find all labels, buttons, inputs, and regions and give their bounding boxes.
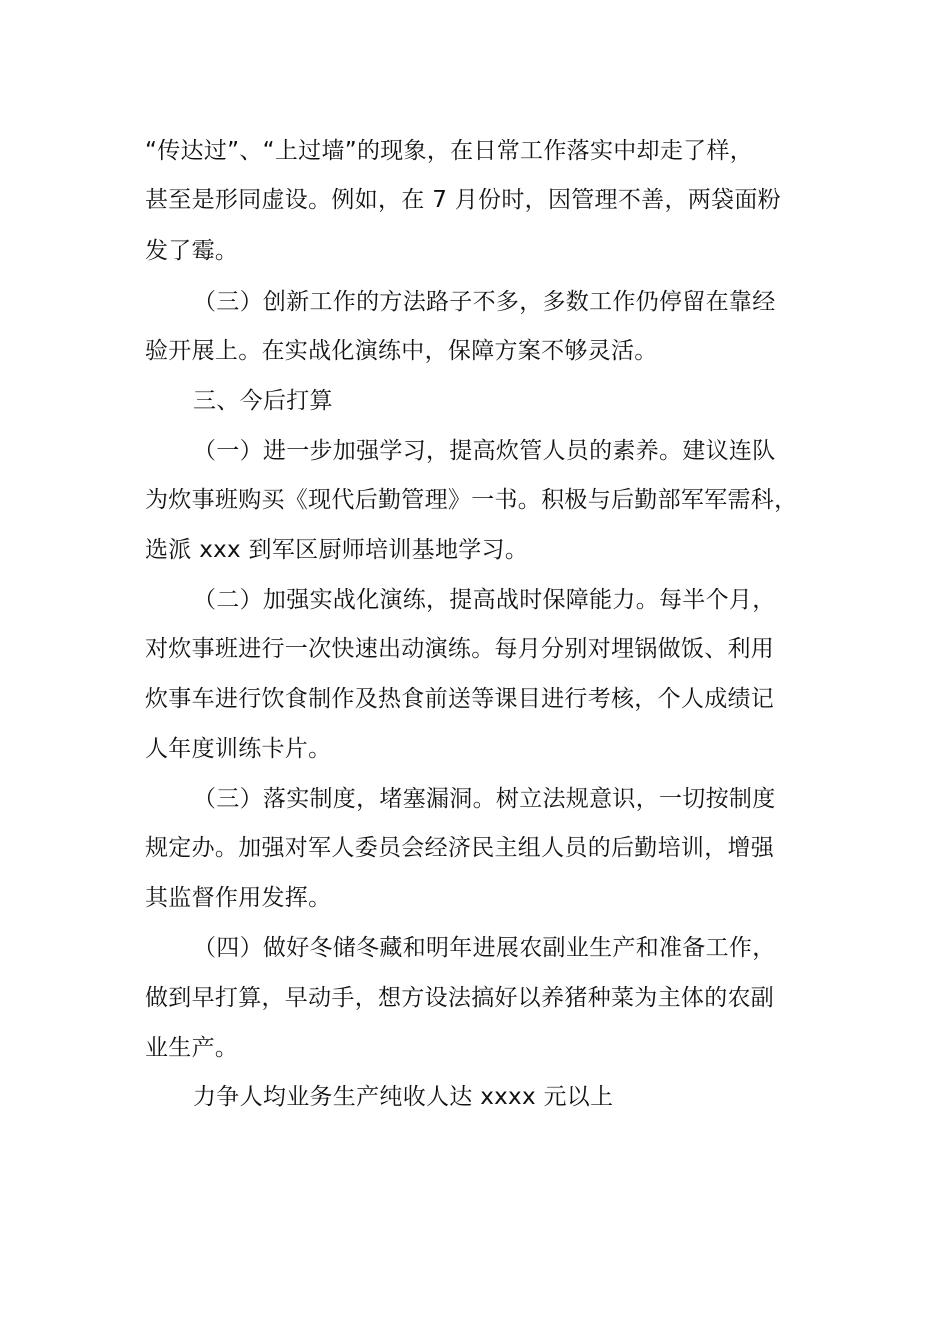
text-line: 炊事车进行饮食制作及热食前送等课目进行考核，个人成绩记 [145, 686, 775, 712]
section-heading: 三、今后打算 [193, 388, 333, 414]
text-line: 做到早打算，早动手，想方设法搞好以养猪种菜为主体的农副 [145, 985, 775, 1011]
text-line: 甚至是形同虚设。例如，在 7 月份时，因管理不善，两袋面粉 [145, 187, 781, 213]
text-line: （四）做好冬储冬藏和明年进展农副业生产和准备工作， [193, 935, 776, 961]
text-line: “传达过”、“上过墙”的现象，在日常工作落实中却走了样， [145, 138, 754, 164]
text-line: 规定办。加强对军人委员会经济民主组人员的后勤培训，增强 [145, 835, 775, 861]
text-line: 验开展上。在实战化演练中，保障方案不够灵活。 [145, 338, 658, 364]
text-line: 力争人均业务生产纯收人达 xxxx 元以上 [193, 1084, 614, 1110]
text-line: 对炊事班进行一次快速出动演练。每月分别对埋锅做饭、利用 [145, 636, 775, 662]
text-line: 业生产。 [145, 1035, 239, 1061]
text-line: （三）落实制度，堵塞漏洞。树立法规意识，一切按制度 [193, 786, 776, 812]
text-line: 人年度训练卡片。 [145, 736, 332, 762]
text-line: （三）创新工作的方法路子不多，多数工作仍停留在靠经 [193, 289, 776, 315]
text-line: 为炊事班购买《现代后勤管理》一书。积极与后勤部军军需科， [145, 487, 798, 513]
text-line: （二）加强实战化演练，提高战时保障能力。每半个月， [193, 587, 776, 613]
text-line: 发了霉。 [145, 238, 239, 264]
text-line: 选派 xxx 到军区厨师培训基地学习。 [145, 537, 529, 563]
text-line: （一）进一步加强学习，提高炊管人员的素养。建议连队 [193, 438, 776, 464]
text-line: 其监督作用发挥。 [145, 885, 332, 911]
